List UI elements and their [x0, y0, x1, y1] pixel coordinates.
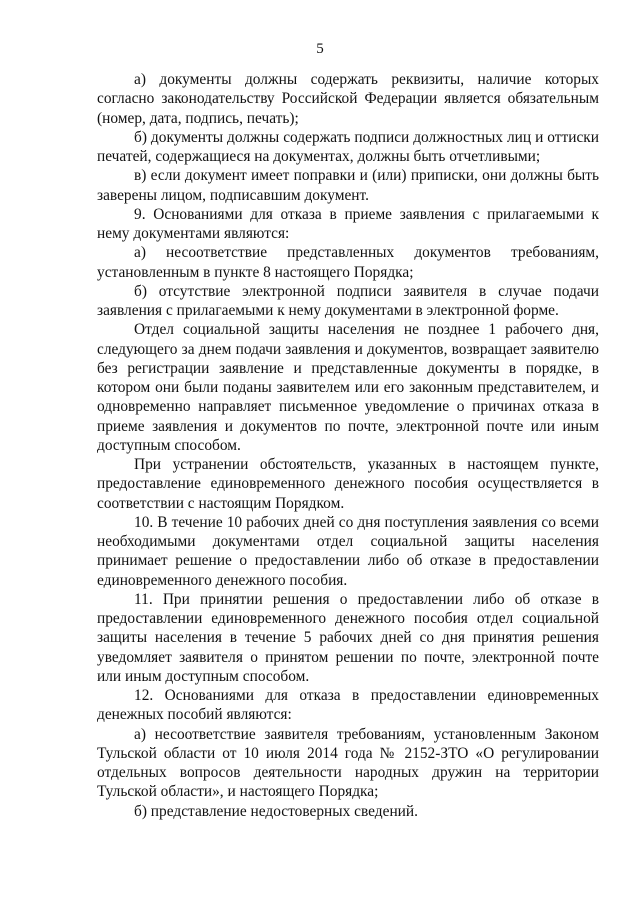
paragraph-item-a-requisites: а) документы должны содержать реквизиты, наличие которых согласно законодательству Российской Федерации является обязательным (номер, дата, подпись, печать); [97, 71, 599, 127]
paragraph-item-v-corrections: в) если документ имеет поправки и (или) приписки, они должны быть заверены лицом, подписавшим документ. [97, 167, 599, 204]
document-body [97, 70, 599, 821]
paragraph-after-correction: При устранении обстоятельств, указанных в настоящем пункте, предоставление единовременного денежного пособия осуществляется в соответствии с настоящим Порядком. [97, 456, 599, 512]
paragraph-clause-10: 10. В течение 10 рабочих дней со дня поступления заявления со всеми необходимыми документами отдел социальной защиты населения принимает решение о предоставлении либо об отказе в предоставлении единовременного денежного пособия. [97, 513, 599, 589]
paragraph-clause-9-item-a: а) несоответствие представленных документов требованиям, установленным в пункте 8 настоящего Порядка; [97, 244, 599, 281]
paragraph-clause-12: 12. Основаниями для отказа в предоставлении единовременных денежных пособий являются: [97, 687, 599, 724]
paragraph-clause-9: 9. Основаниями для отказа в приеме заявления с прилагаемыми к нему документами являются: [97, 205, 599, 242]
paragraph-clause-12-item-b: б) представление недостоверных сведений. [134, 802, 418, 820]
paragraph-clause-11: 11. При принятии решения о предоставлении либо об отказе в предоставлении единовременного денежного пособия отдел социальной защиты населения в течение 5 рабочих дней со дня принятия решения уведомляет заявителя о принятом решении по почте, электронной почте или иным доступным способом. [97, 590, 599, 685]
page-number: 5 [316, 41, 324, 57]
paragraph-return-documents: Отдел социальной защиты населения не позднее 1 рабочего дня, следующего за днем подачи заявления и документов, возвращает заявителю без регистрации заявление и представленные документы в порядке, в котором они были поданы заявителем или его законным представителем, и одновременно направляет письменное уведомление о причинах отказа в приеме заявления и документов по почте, электронной почте или иным доступным способом. [97, 321, 599, 454]
paragraph-clause-9-item-b: б) отсутствие электронной подписи заявителя в случае подачи заявления с прилагаемыми к нему документами в электронной форме. [97, 282, 599, 319]
paragraph-clause-12-item-a: а) несоответствие заявителя требованиям, установленным Законом Тульской области от 10 июля 2014 года № 2152-ЗТО «О регулировании отдельных вопросов деятельности народных дружин на территории Тульской области», и настоящего Порядка; [97, 725, 599, 801]
paragraph-item-b-signatures: б) документы должны содержать подписи должностных лиц и оттиски печатей, содержащиеся на документах, должны быть отчетливыми; [97, 128, 599, 165]
